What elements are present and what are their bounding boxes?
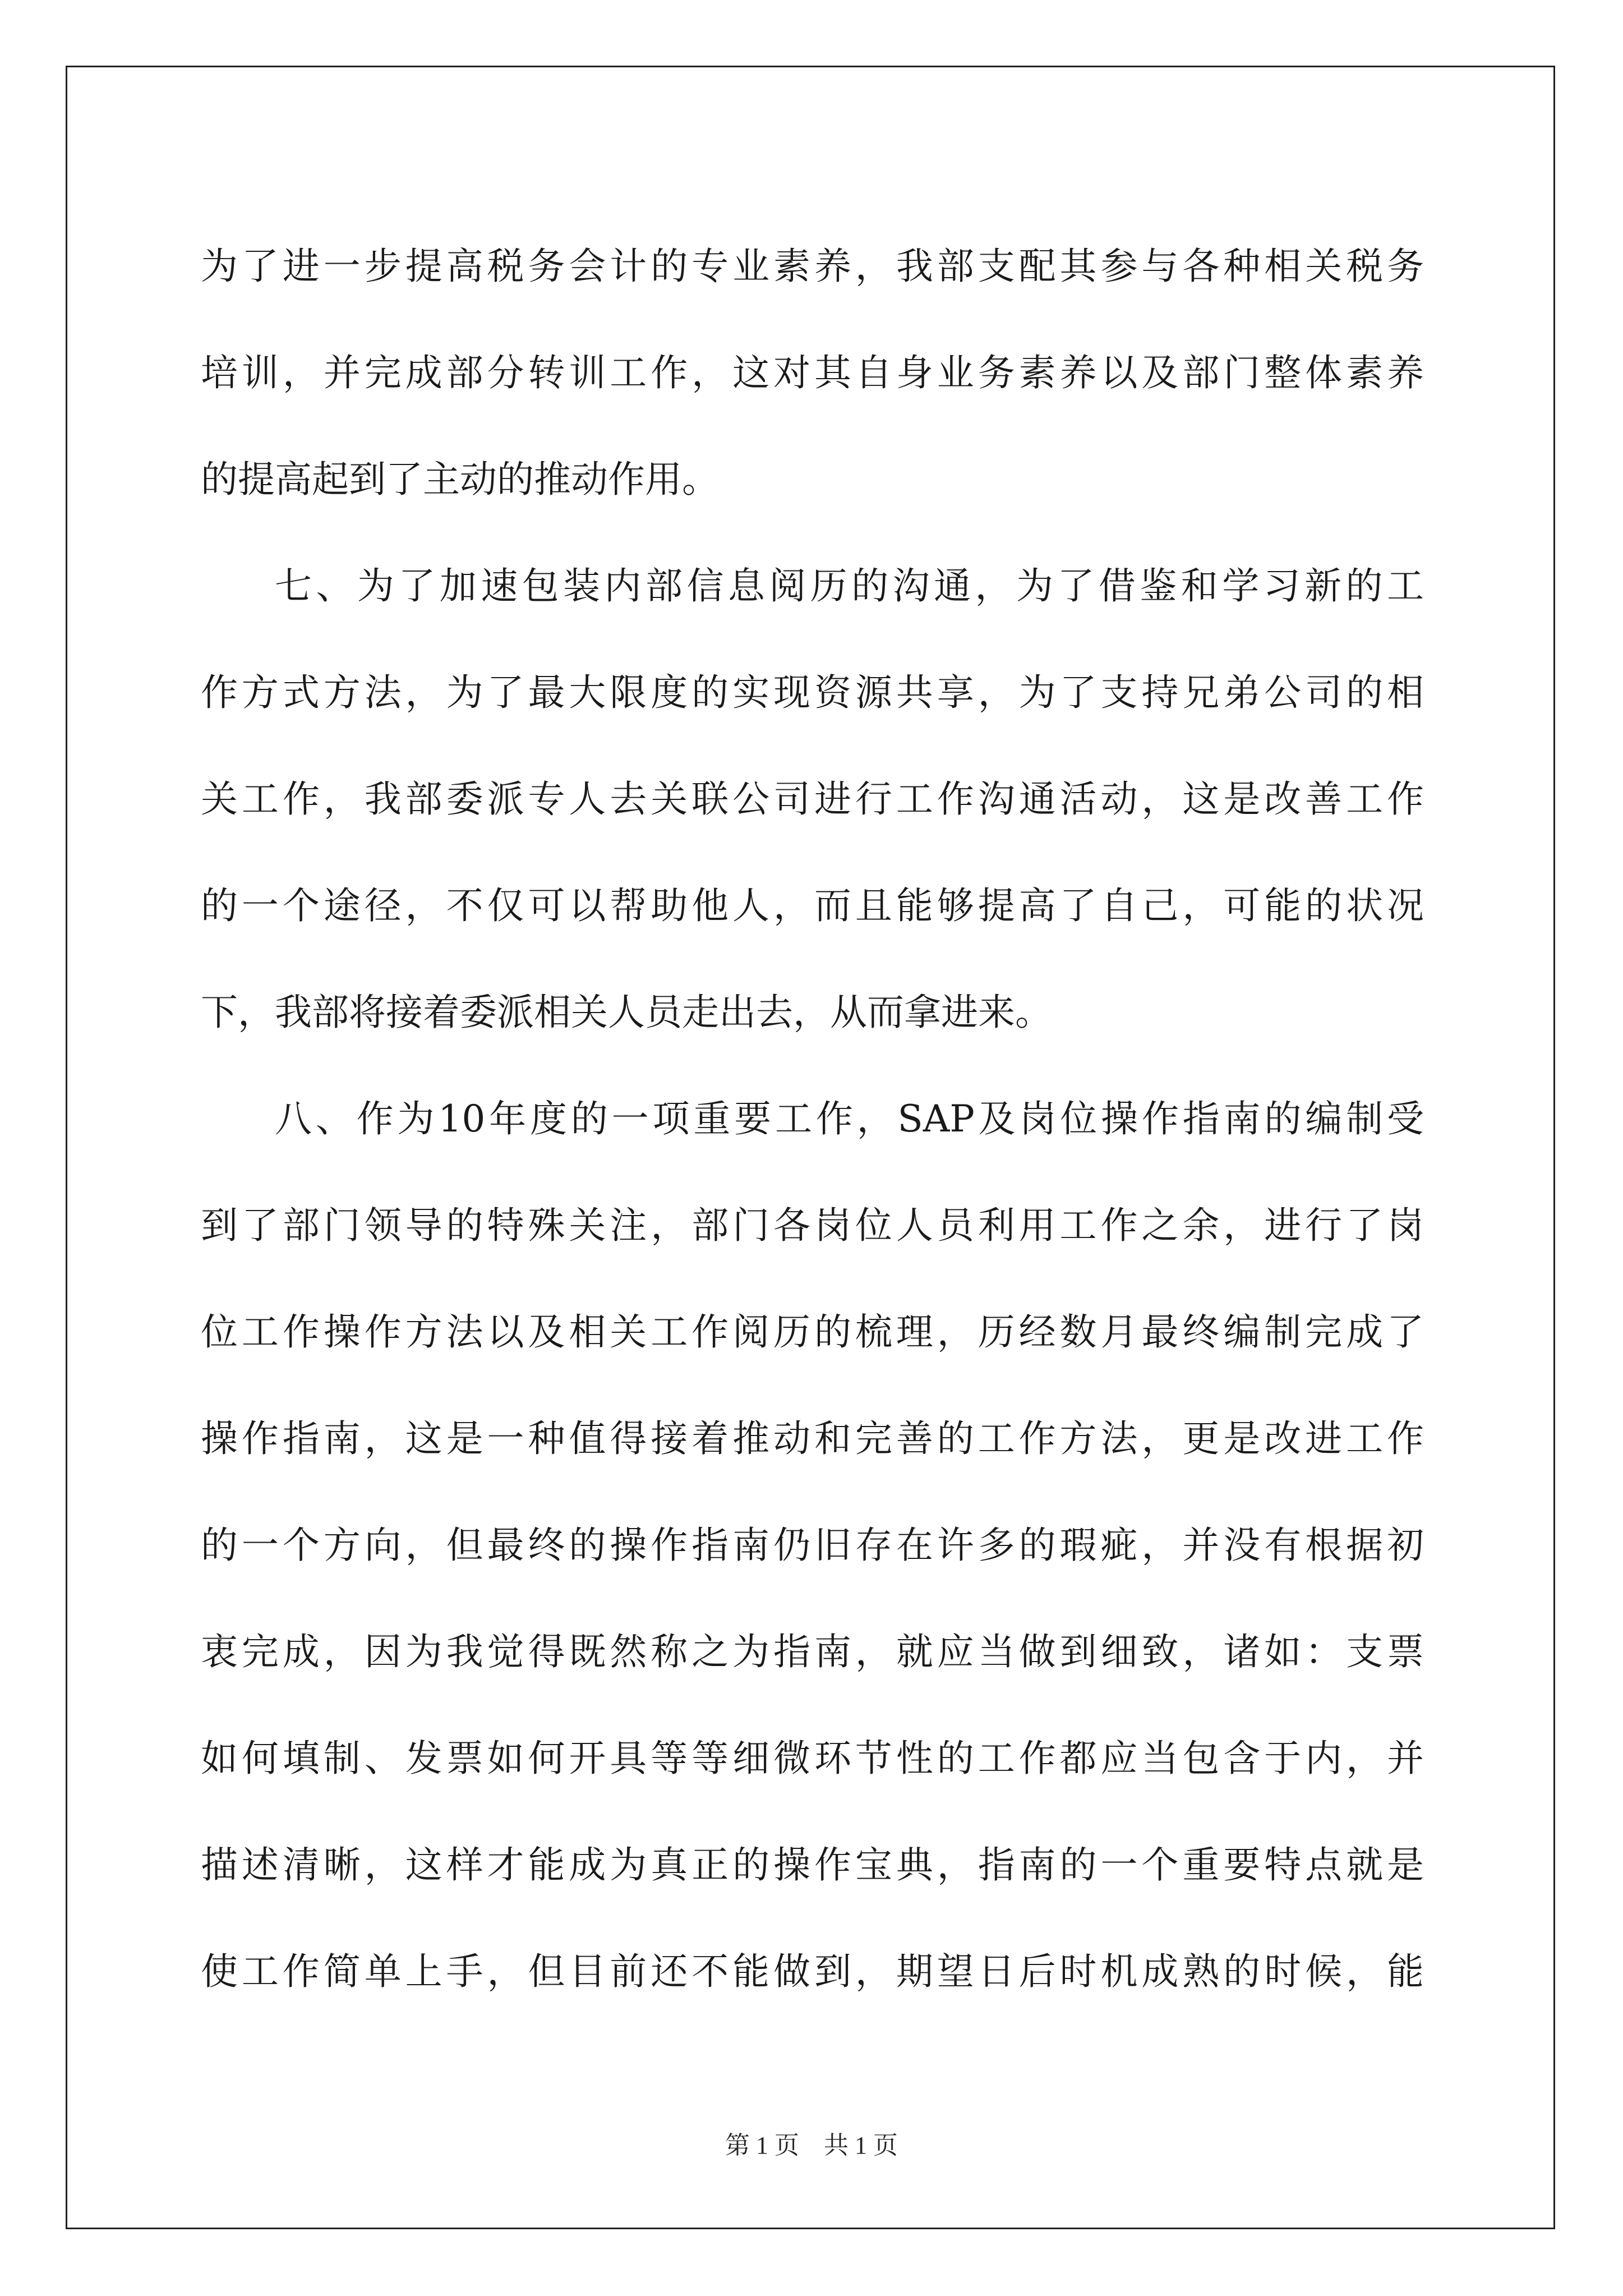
- document-body: [201, 213, 1424, 2025]
- text-line: 位工作操作方法以及相关工作阅历的梳理，历经数月最终编制完成了: [201, 1310, 1424, 1354]
- text-line: 作方式方法，为了最大限度的实现资源共享，为了支持兄弟公司的相: [201, 671, 1424, 714]
- text-line: 七、为了加速包装内部信息阅历的沟通，为了借鉴和学习新的工: [275, 564, 1424, 608]
- page-footer: [0, 2129, 1623, 2162]
- text-line: 关工作，我部委派专人去关联公司进行工作沟通活动，这是改善工作: [201, 777, 1424, 821]
- text-line: 到了部门领导的特殊关注，部门各岗位人员利用工作之余，进行了岗: [201, 1204, 1424, 1247]
- text-line: 描述清晰，这样才能成为真正的操作宝典，指南的一个重要特点就是: [201, 1843, 1424, 1887]
- text-line: 的一个途径，不仅可以帮助他人，而且能够提高了自己，可能的状况: [201, 884, 1424, 927]
- text-line: 下，我部将接着委派相关人员走出去，从而拿进来。: [201, 991, 1052, 1034]
- text-line: 八、作为10年度的一项重要工作，SAP及岗位操作指南的编制受: [275, 1097, 1424, 1140]
- text-line: 为了进一步提高税务会计的专业素养，我部支配其参与各种相关税务: [201, 245, 1424, 288]
- text-line: 的提高起到了主动的推动作用。: [201, 458, 719, 501]
- text-line: 操作指南，这是一种值得接着推动和完善的工作方法，更是改进工作: [201, 1417, 1424, 1460]
- text-line: 使工作简单上手，但目前还不能做到，期望日后时机成熟的时候，能: [201, 1950, 1424, 1993]
- text-line: 如何填制、发票如何开具等等细微环节性的工作都应当包含于内，并: [201, 1737, 1424, 1780]
- text-line: 的一个方向，但最终的操作指南仍旧存在许多的瑕疵，并没有根据初: [201, 1524, 1424, 1567]
- page-total: 共 1 页: [824, 2132, 898, 2159]
- text-line: 衷完成，因为我觉得既然称之为指南，就应当做到细致，诸如：支票: [201, 1630, 1424, 1673]
- text-line: 培训，并完成部分转训工作，这对其自身业务素养以及部门整体素养: [201, 351, 1424, 394]
- page-number: 第 1 页: [725, 2132, 799, 2159]
